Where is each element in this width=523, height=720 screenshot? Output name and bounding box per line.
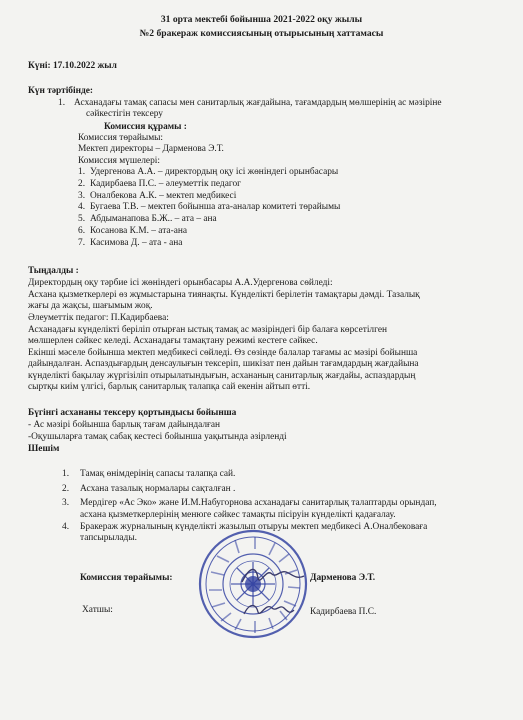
member-item: 2. Кадирбаева П.С. – әлеуметтік педагог [78,178,242,189]
secretary-signature-icon [240,596,296,622]
agenda-item-line-2: сәйкестігін тексеру [86,109,163,119]
heard-title: Тыңдалды : [28,266,79,276]
signature-secretary-label: Хатшы: [82,605,113,615]
agenda-item-line-1: Асханадағы тамақ сапасы мен санитарлық жағдайына, тағамдардың мөлшерінің ас мәзіріне [74,98,442,108]
signature-secretary-name: Кадирбаева П.С. [310,607,377,617]
date-line: Күні: 17.10.2022 жыл [28,61,117,71]
heard-paragraph-5-line-1: Екінші мәселе бойынша мектеп медбикесі сөйледі. Өз сөзінде балалар тағамы ас мәзірі бойынша [28,348,418,358]
members-label: Комиссия мүшелері: [78,156,160,166]
heard-paragraph-5-line-4: сыртқы киім үлгісі, барлық санитарлық талапқа сай екенін айтып өтті. [28,382,311,392]
decision-number: 2. [62,484,70,494]
inspection-line-2: -Оқушыларға тамақ сабақ кестесі бойынша уақытында әзірленді [28,432,287,442]
decision-text: Мердігер «Ас Эко» және И.М.Набугорнова асханадағы санитарлық талаптарды орындап, [80,498,437,508]
inspection-line-1: - Ас мәзірі бойынша барлық тағам дайындалған [28,420,221,430]
agenda-title: Күн тәртібінде: [28,86,94,96]
decision-title: Шешім [28,444,60,454]
chair-signature-icon [238,560,308,590]
decision-text: Бракераж журналының күнделікті жазылып отыруы мектеп медбикесі А.Оналбековаға [80,522,428,532]
decision-number: 1. [62,469,70,479]
decision-text: тапсырылады. [80,533,137,543]
member-item: 6. Косанова К.М. – ата-ана [78,225,188,236]
heard-paragraph-5-line-3: күнделікті бақылау жүргізіліп отырылатындығын, асхананың санитарлық жағдайы, аспаздардың [28,371,416,381]
decision-number: 4. [62,522,70,532]
signature-chair-label: Комиссия төрайымы: [80,573,173,583]
decision-text: Асхана тазалық нормалары сақталған . [80,484,236,494]
heard-paragraph-1: Директордың оқу тәрбие ісі жөніндегі орынбасары А.А.Удергенова сөйледі: [28,278,333,288]
heard-paragraph-3: Әлеуметтік педагог: П.Кадирбаева: [28,313,169,323]
member-item: 4. Бугаева Т.В. – мектеп бойынша ата-аналар комитеті төрайымы [78,202,341,213]
decision-text: Тамақ өнімдерінің сапасы талапқа сай. [80,469,236,479]
heard-paragraph-5-line-2: дайындалған. Аспаздығардың денсаулығын тексеріп, шикізат пен дайын тағамдардың жағдайына [28,359,419,369]
commission-title: Комиссия құрамы : [104,122,187,132]
decision-number: 3. [62,498,70,508]
heard-paragraph-4-line-1: Асханадағы күнделікті беріліп отырған ыстық тамақ ас мәзіріндегі бір балаға көрсетілген [28,325,388,335]
heard-paragraph-4-line-2: мөлшерлен сәйкес келеді. Асханадағы тамақтану режимі кестеге сәйкес. [28,336,318,346]
chair-line: Мектеп директоры – Дарменова Э.Т. [78,144,224,154]
heard-paragraph-2-line-2: жағы да жақсы, шағымым жоқ. [28,301,153,311]
member-list [78,167,340,250]
decision-text: асхана қызметкерлерінің менюге сәйкес тамақты пісіруін күнделікті қадағалау. [80,510,396,520]
header-line-2: №2 бракераж комиссиясының отырысының хаттамасы [139,28,384,39]
heard-paragraph-2-line-1: Асхана қызметкерлері өз жұмыстарына тиянақты. Күнделікті берілетін тамақтары дәмді. Тазалық [28,290,420,300]
signature-chair-name: Дарменова Э.Т. [310,573,376,583]
member-item: 7. Касимова Д. – ата - ана [78,237,183,248]
member-item: 1. Удергенова А.А. – директордың оқу ісі жөніндегі орынбасары [78,167,339,177]
agenda-item-number: 1. [58,98,66,108]
member-item: 5. Абдыманапова Б.Ж.. – ата – ана [78,214,217,225]
member-item: 3. Оналбекова А.К. – мектеп медбикесі [78,190,237,201]
header-line-1: 31 орта мектебі бойынша 2021-2022 оқу жылы [160,14,363,25]
chair-label: Комиссия төрайымы: [78,133,164,143]
inspection-title: Бүгінгі асхананы тексеру қортындысы бойынша [28,408,237,418]
